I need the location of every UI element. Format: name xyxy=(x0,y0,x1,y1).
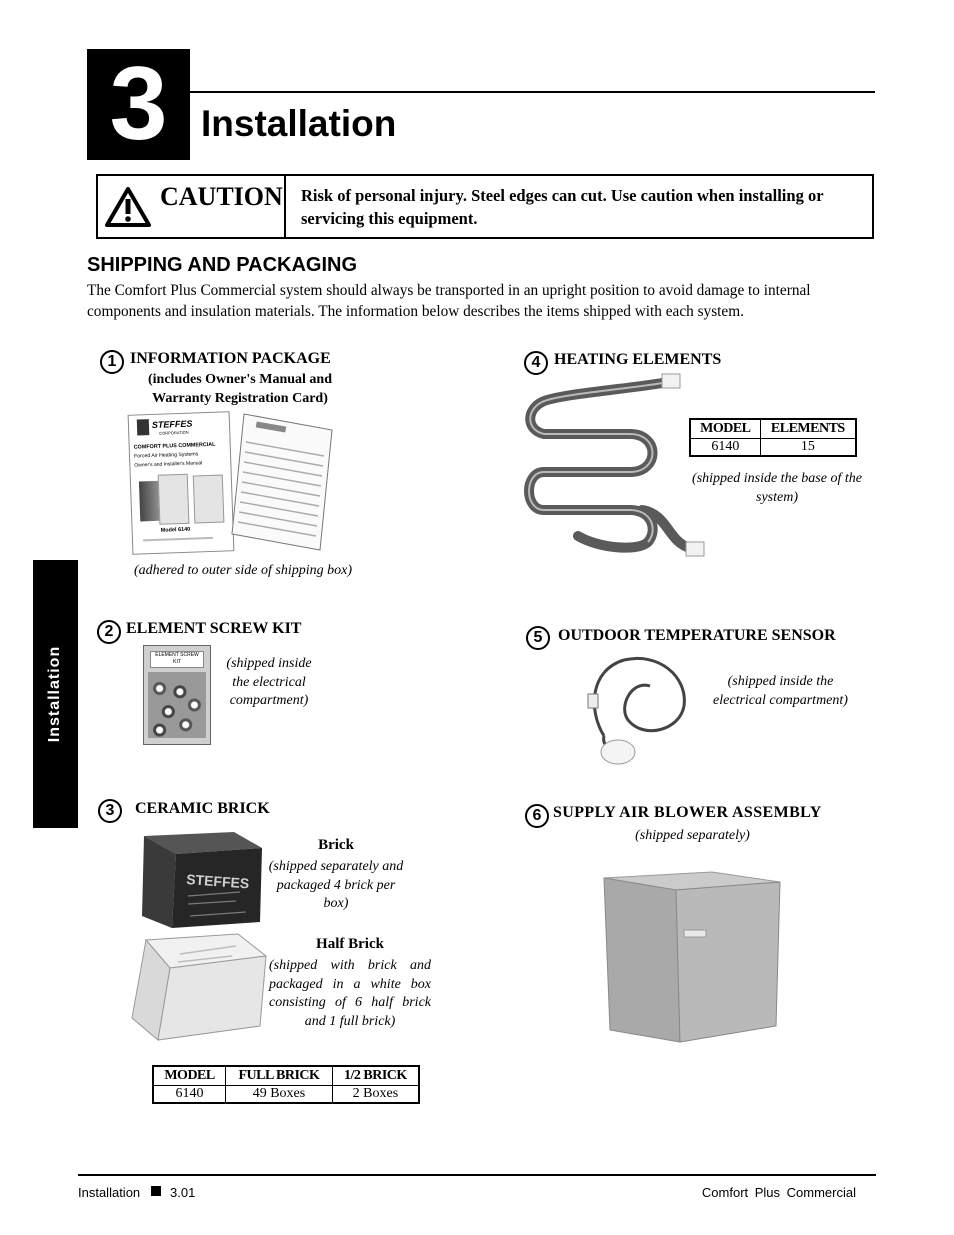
heating-table xyxy=(689,418,857,457)
manual-line-2: Forced Air Heating Systems xyxy=(133,451,199,460)
brick-table-cell-model: 6140 xyxy=(153,1086,226,1104)
brick-table-cell-full: 49 Boxes xyxy=(226,1086,333,1104)
brick-box-image xyxy=(140,832,265,930)
sensor-head-icon xyxy=(601,740,635,764)
footer-page-number: 3.01 xyxy=(170,1185,196,1200)
manual-line-1: COMFORT PLUS COMMERCIAL xyxy=(133,441,216,451)
chapter-title: Installation xyxy=(201,103,397,144)
header-rule xyxy=(190,91,875,93)
screws-icon xyxy=(148,672,206,738)
temperature-sensor-image xyxy=(584,650,694,768)
heating-table-header-model: MODEL xyxy=(690,419,760,439)
chapter-number: 3 xyxy=(87,49,190,160)
warning-triangle-icon xyxy=(104,186,152,228)
blower-box-label xyxy=(684,930,706,937)
half-brick-label: Half Brick xyxy=(316,936,384,952)
brick-table-cell-half: 2 Boxes xyxy=(332,1086,419,1104)
item-title-blower-assembly: SUPPLY AIR BLOWER ASSEMBLY xyxy=(553,804,822,821)
screw-kit-bag-image xyxy=(143,645,211,745)
warranty-card-image xyxy=(228,412,336,552)
brick-label: Brick xyxy=(318,837,354,853)
table-row xyxy=(690,439,856,457)
brick-table-header-full: FULL BRICK xyxy=(226,1066,333,1086)
brick-table-header-model: MODEL xyxy=(153,1066,226,1086)
half-brick-box-image xyxy=(128,932,268,1044)
owners-manual-image xyxy=(128,411,235,554)
half-brick-note: (shipped with brick and packaged in a white box consisting of 6 half brick and 1 full brick) xyxy=(269,958,431,1029)
item-note-heating-elements: (shipped inside the base of the system) xyxy=(692,471,862,505)
brick-box-brand: STEFFES xyxy=(185,871,250,892)
manual-brand: STEFFES xyxy=(151,418,193,430)
item-note-temperature-sensor: (shipped inside the electrical compartment) xyxy=(713,674,848,708)
screw-kit-bag-label: ELEMENT SCREW KIT xyxy=(150,651,204,668)
item-note-info-package: (adhered to outer side of shipping box) xyxy=(133,563,352,578)
sensor-connector-icon xyxy=(588,694,598,708)
caution-label: CAUTION xyxy=(160,182,283,211)
manual-fineprint xyxy=(143,537,213,541)
side-tab-label: Installation xyxy=(46,645,64,743)
section-intro: The Comfort Plus Commercial system should always be transported in an upright position to avoid damage to internal components and insulation materials. The information below describes the items shipped with each system. xyxy=(87,282,811,320)
item-note-blower-assembly: (shipped separately) xyxy=(635,828,750,843)
item-number-5: 5 xyxy=(526,626,550,650)
footer-rule xyxy=(78,1174,876,1176)
manual-brand-sub: CORPORATION xyxy=(159,429,189,436)
item-title-temperature-sensor: OUTDOOR TEMPERATURE SENSOR xyxy=(558,627,836,644)
side-tab xyxy=(33,560,78,828)
item-subtitle-info-package: (includes Owner's Manual and Warranty Registration Card) xyxy=(148,372,332,406)
item-note-screw-kit: (shipped inside the electrical compartment) xyxy=(226,656,312,708)
brick-note: (shipped separately and packaged 4 brick per box) xyxy=(268,859,404,911)
manual-line-3: Owner's and Installer's Manual xyxy=(134,460,203,469)
item-number-2: 2 xyxy=(97,620,121,644)
footer-right: Comfort Plus Commercial xyxy=(701,1185,856,1200)
footer-square-icon xyxy=(151,1186,161,1196)
brick-table-header-half: 1/2 BRICK xyxy=(332,1066,419,1086)
manual-logo-icon xyxy=(137,419,150,435)
item-number-6: 6 xyxy=(525,804,549,828)
element-terminal-icon xyxy=(686,542,704,556)
section-heading: SHIPPING AND PACKAGING xyxy=(87,254,358,276)
manual-unit-light-1 xyxy=(158,474,190,525)
manual-unit-light-2 xyxy=(193,475,225,524)
item-title-info-package: INFORMATION PACKAGE xyxy=(130,350,331,367)
heating-table-cell-elements: 15 xyxy=(760,439,856,457)
table-row xyxy=(153,1086,419,1104)
item-title-heating-elements: HEATING ELEMENTS xyxy=(554,351,722,368)
caution-text: Risk of personal injury. Steel edges can cut. Use caution when installing or servicing this equipment. xyxy=(301,186,824,228)
heating-table-header-elements: ELEMENTS xyxy=(760,419,856,439)
element-terminal-icon xyxy=(662,374,680,388)
footer-left: Installation xyxy=(78,1185,141,1200)
item-number-4: 4 xyxy=(524,351,548,375)
item-title-ceramic-brick: CERAMIC BRICK xyxy=(135,800,270,817)
heating-element-image xyxy=(518,372,714,564)
brick-table xyxy=(152,1065,420,1104)
caution-label-cell xyxy=(98,176,286,237)
manual-model: Model 6140 xyxy=(160,526,191,534)
item-title-screw-kit: ELEMENT SCREW KIT xyxy=(126,620,302,637)
caution-box xyxy=(96,174,874,239)
heating-table-cell-model: 6140 xyxy=(690,439,760,457)
blower-box-image xyxy=(600,870,782,1045)
item-number-1: 1 xyxy=(100,350,124,374)
item-number-3: 3 xyxy=(98,799,122,823)
